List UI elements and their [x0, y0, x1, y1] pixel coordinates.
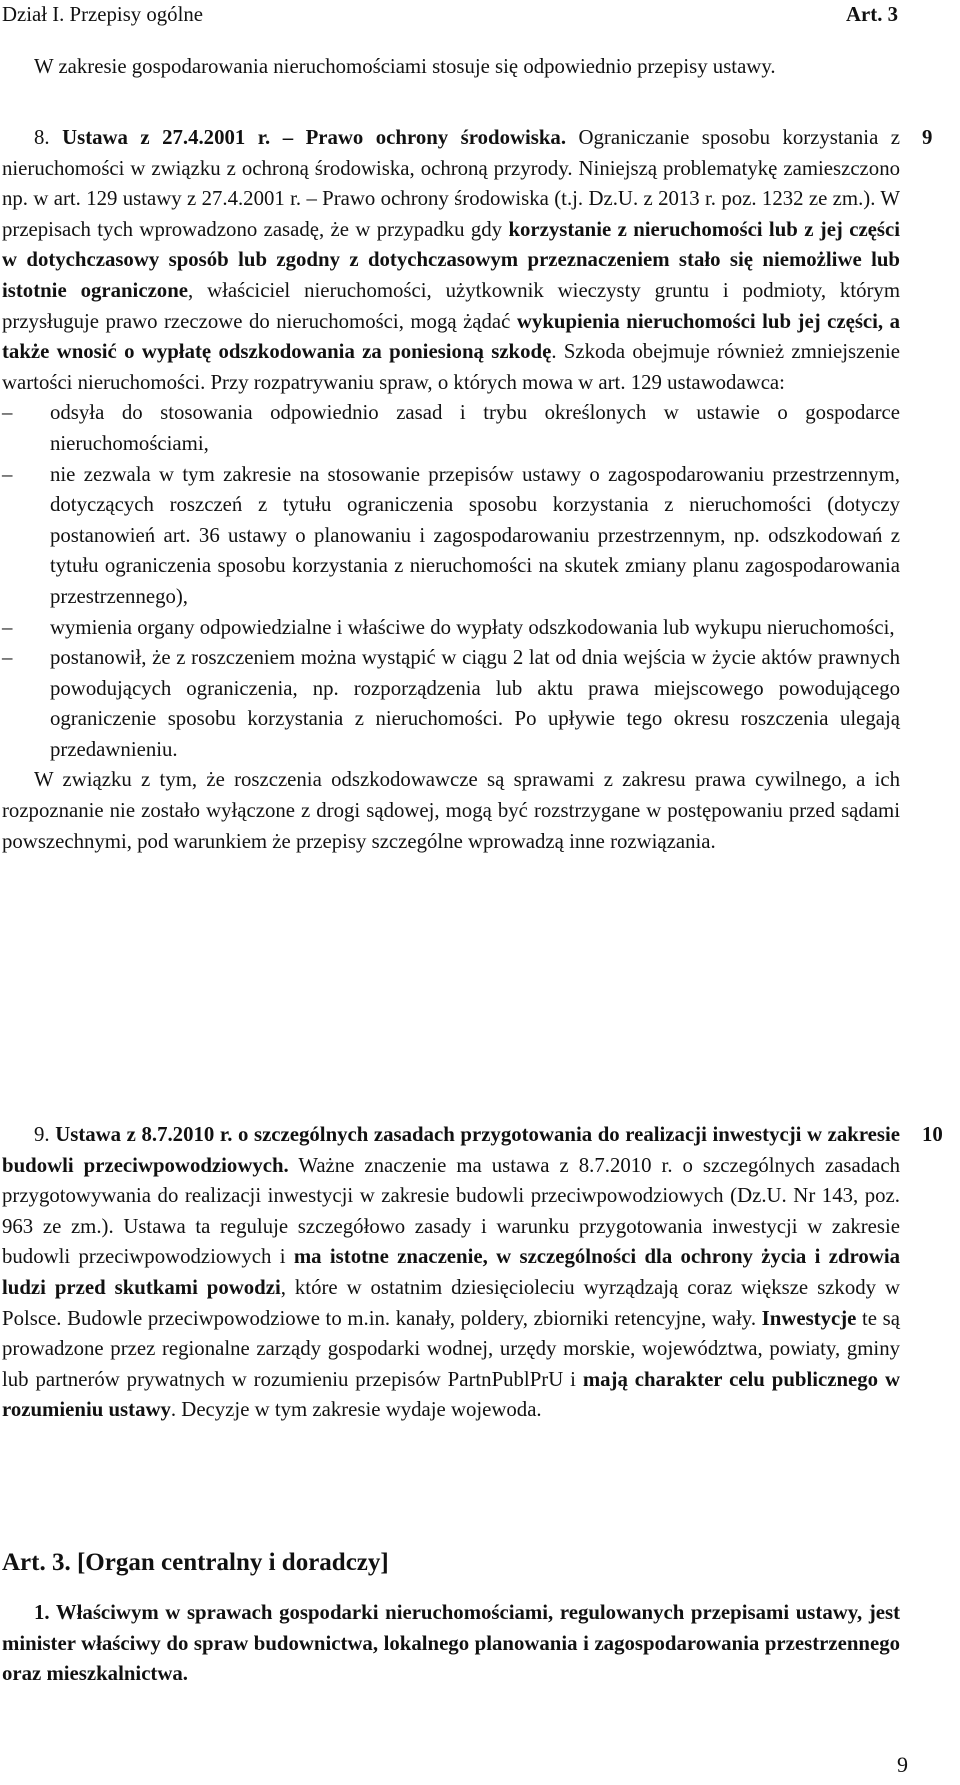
running-header-article: Art. 3 [846, 3, 898, 26]
list-item-text: postanowił, że z roszczeniem można wystąpić w ciągu 2 lat od dnia wejścia w życie aktów prawnych powodujących ograniczenia, np. rozporządzenia lub aktu prawa miejscowego powodującego ograniczenie sposobu korzystania z nieruchomości. Po upływie tego okresu roszczenia ulegają przedawnieniu. [50, 646, 900, 761]
paragraph-9-bold-1: ma istotne znaczenie, w szczególności dla ochrony życia i zdrowia ludzi przed skutkami powodzi [2, 1245, 901, 1299]
list-dash: – [2, 401, 13, 425]
intro-paragraph: W zakresie gospodarowania nieruchomościami stosuje się odpowiednio przepisy ustawy. [34, 55, 776, 78]
list-item-text: wymienia organy odpowiedzialne i właściwe do wypłaty odszkodowania lub wykupu nieruchomości, [50, 615, 895, 639]
intro-paragraph-block [2, 52, 900, 83]
paragraph-8-bold-2: wykupienia nieruchomości lub jej części, a także wnosić o wypłatę odszkodowania za poniesioną szkodę [2, 309, 901, 364]
paragraph-9 [2, 1120, 900, 1426]
article-3-heading: Art. 3. [Organ centralny i doradczy] [2, 1549, 389, 1576]
paragraph-8-text-2: , właściciel nieruchomości, użytkownik wieczysty gruntu i podmioty, którym przysługuje prawo rzeczowe do nieruchomości, mogą żądać [2, 278, 900, 333]
paragraph-8-bold-1: korzystanie z nieruchomości lub z jej części w dotychczasowy sposób lub zgodny z dotychczasowym przeznaczeniem stało się niemożliwe lub istotnie ograniczone [2, 217, 901, 302]
article-3-paragraph-1: 1. Właściwym w sprawach gospodarki nieruchomościami, regulowanych przepisami ustawy, jest minister właściwy do spraw budownictwa, lokalnego planowania i zagospodarowania przestrzennego oraz mieszkalnictwa. [2, 1601, 900, 1686]
paragraph-9-text-4: . Decyzje w tym zakresie wydaje wojewoda. [170, 1398, 542, 1422]
paragraph-9-text-1: Ważne znaczenie ma ustawa z 8.7.2010 r. o szczególnych zasadach przygotowywania do realizacji inwestycji w zakresie budowli przeciwpowodziowych (Dz.U. Nr 143, poz. 963 ze zm.). Ustawa ta reguluje szczegółowo zasady i warunku przygotowania inwestycji w zakresie budowli przeciwpowodziowych i [2, 1153, 900, 1269]
list-item [2, 643, 900, 765]
paragraph-8-text-1: Ograniczanie sposobu korzystania z nieruchomości w związku z ochroną środowiska, ochroną przyrody. Niniejszą problematykę zamieszczono np. w art. 129 ustawy z 27.4.2001 r. – Prawo ochrony środowiska (t.j. Dz.U. z 2013 r. poz. 1232 ze zm.). W przepisach tych wprowadzono zasadę, że w przypadku gdy [2, 126, 901, 241]
list-item [2, 398, 900, 459]
paragraph-8-text-3: . Szkoda obejmuje również zmniejszenie wartości nieruchomości. Przy rozpatrywaniu spraw, o których mowa w art. 129 ustawodawca: [2, 340, 900, 394]
margin-number-10: 10 [922, 1123, 943, 1146]
paragraph-9-bold-2: Inwestycje [761, 1306, 857, 1330]
article-3-block [2, 1598, 900, 1690]
paragraph-8-block [2, 123, 900, 857]
paragraph-9-text-3: te są prowadzone przez regionalne zarządy gospodarki wodnej, urzędy morskie, województwa, powiaty, gminy lub partnerów prywatnych w rozumieniu przepisów PartnPublPrU i [2, 1306, 900, 1391]
paragraph-9-title: Ustawa z 8.7.2010 r. o szczególnych zasadach przygotowania do realizacji inwestycji w zakresie budowli przeciwpowodziowych. [2, 1123, 901, 1177]
list-item-text: odsyła do stosowania odpowiednio zasad i trybu określonych w ustawie o gospodarce nieruchomościami, [50, 401, 900, 455]
list-item [2, 613, 900, 644]
paragraph-9-bold-3: mają charakter celu publicznego w rozumieniu ustawy [2, 1367, 900, 1422]
legislator-list [2, 398, 900, 765]
list-item-text: nie zezwala w tym zakresie na stosowanie przepisów ustawy o zagospodarowaniu przestrzennym, dotyczących roszczeń z tytułu ograniczenia sposobu korzystania z nieruchomości (dotyczy postanowień art. 36 ustawy o planowaniu i zagospodarowaniu przestrzennym, np. odszkodowań z tytułu ograniczenia sposobu korzystania z nieruchomości na skutek zmiany planu zagospodarowania przestrzennego), [50, 462, 900, 608]
list-item [2, 460, 900, 613]
paragraph-8-title: Ustawa z 27.4.2001 r. – Prawo ochrony środowiska. [62, 126, 567, 149]
margin-number-9: 9 [922, 126, 933, 149]
list-dash: – [2, 615, 13, 639]
paragraph-after-list: W związku z tym, że roszczenia odszkodowawcze są sprawami z zakresu prawa cywilnego, a ich rozpoznanie nie zostało wyłączone z drogi sądowej, mogą być rozstrzygane w postępowaniu przed sądami powszechnymi, pod warunkiem że przepisy szczególne wprowadzą inne rozwiązania. [2, 768, 900, 853]
list-dash: – [2, 646, 13, 670]
paragraph-8-number: 8. [34, 126, 50, 149]
running-header-section: Dział I. Przepisy ogólne [2, 3, 203, 26]
paragraph-9-text-2: , które w ostatnim dziesięcioleciu wyrządzają coraz większe szkody w Polsce. Budowle przeciwpowodziowe to m.in. kanały, poldery, zbiorniki retencyjne, wały. [2, 1275, 900, 1330]
paragraph-9-number: 9. [34, 1123, 50, 1146]
paragraph-8 [2, 123, 900, 398]
list-dash: – [2, 462, 13, 486]
page-number: 9 [897, 1752, 908, 1777]
paragraph-9-block [2, 1120, 900, 1426]
